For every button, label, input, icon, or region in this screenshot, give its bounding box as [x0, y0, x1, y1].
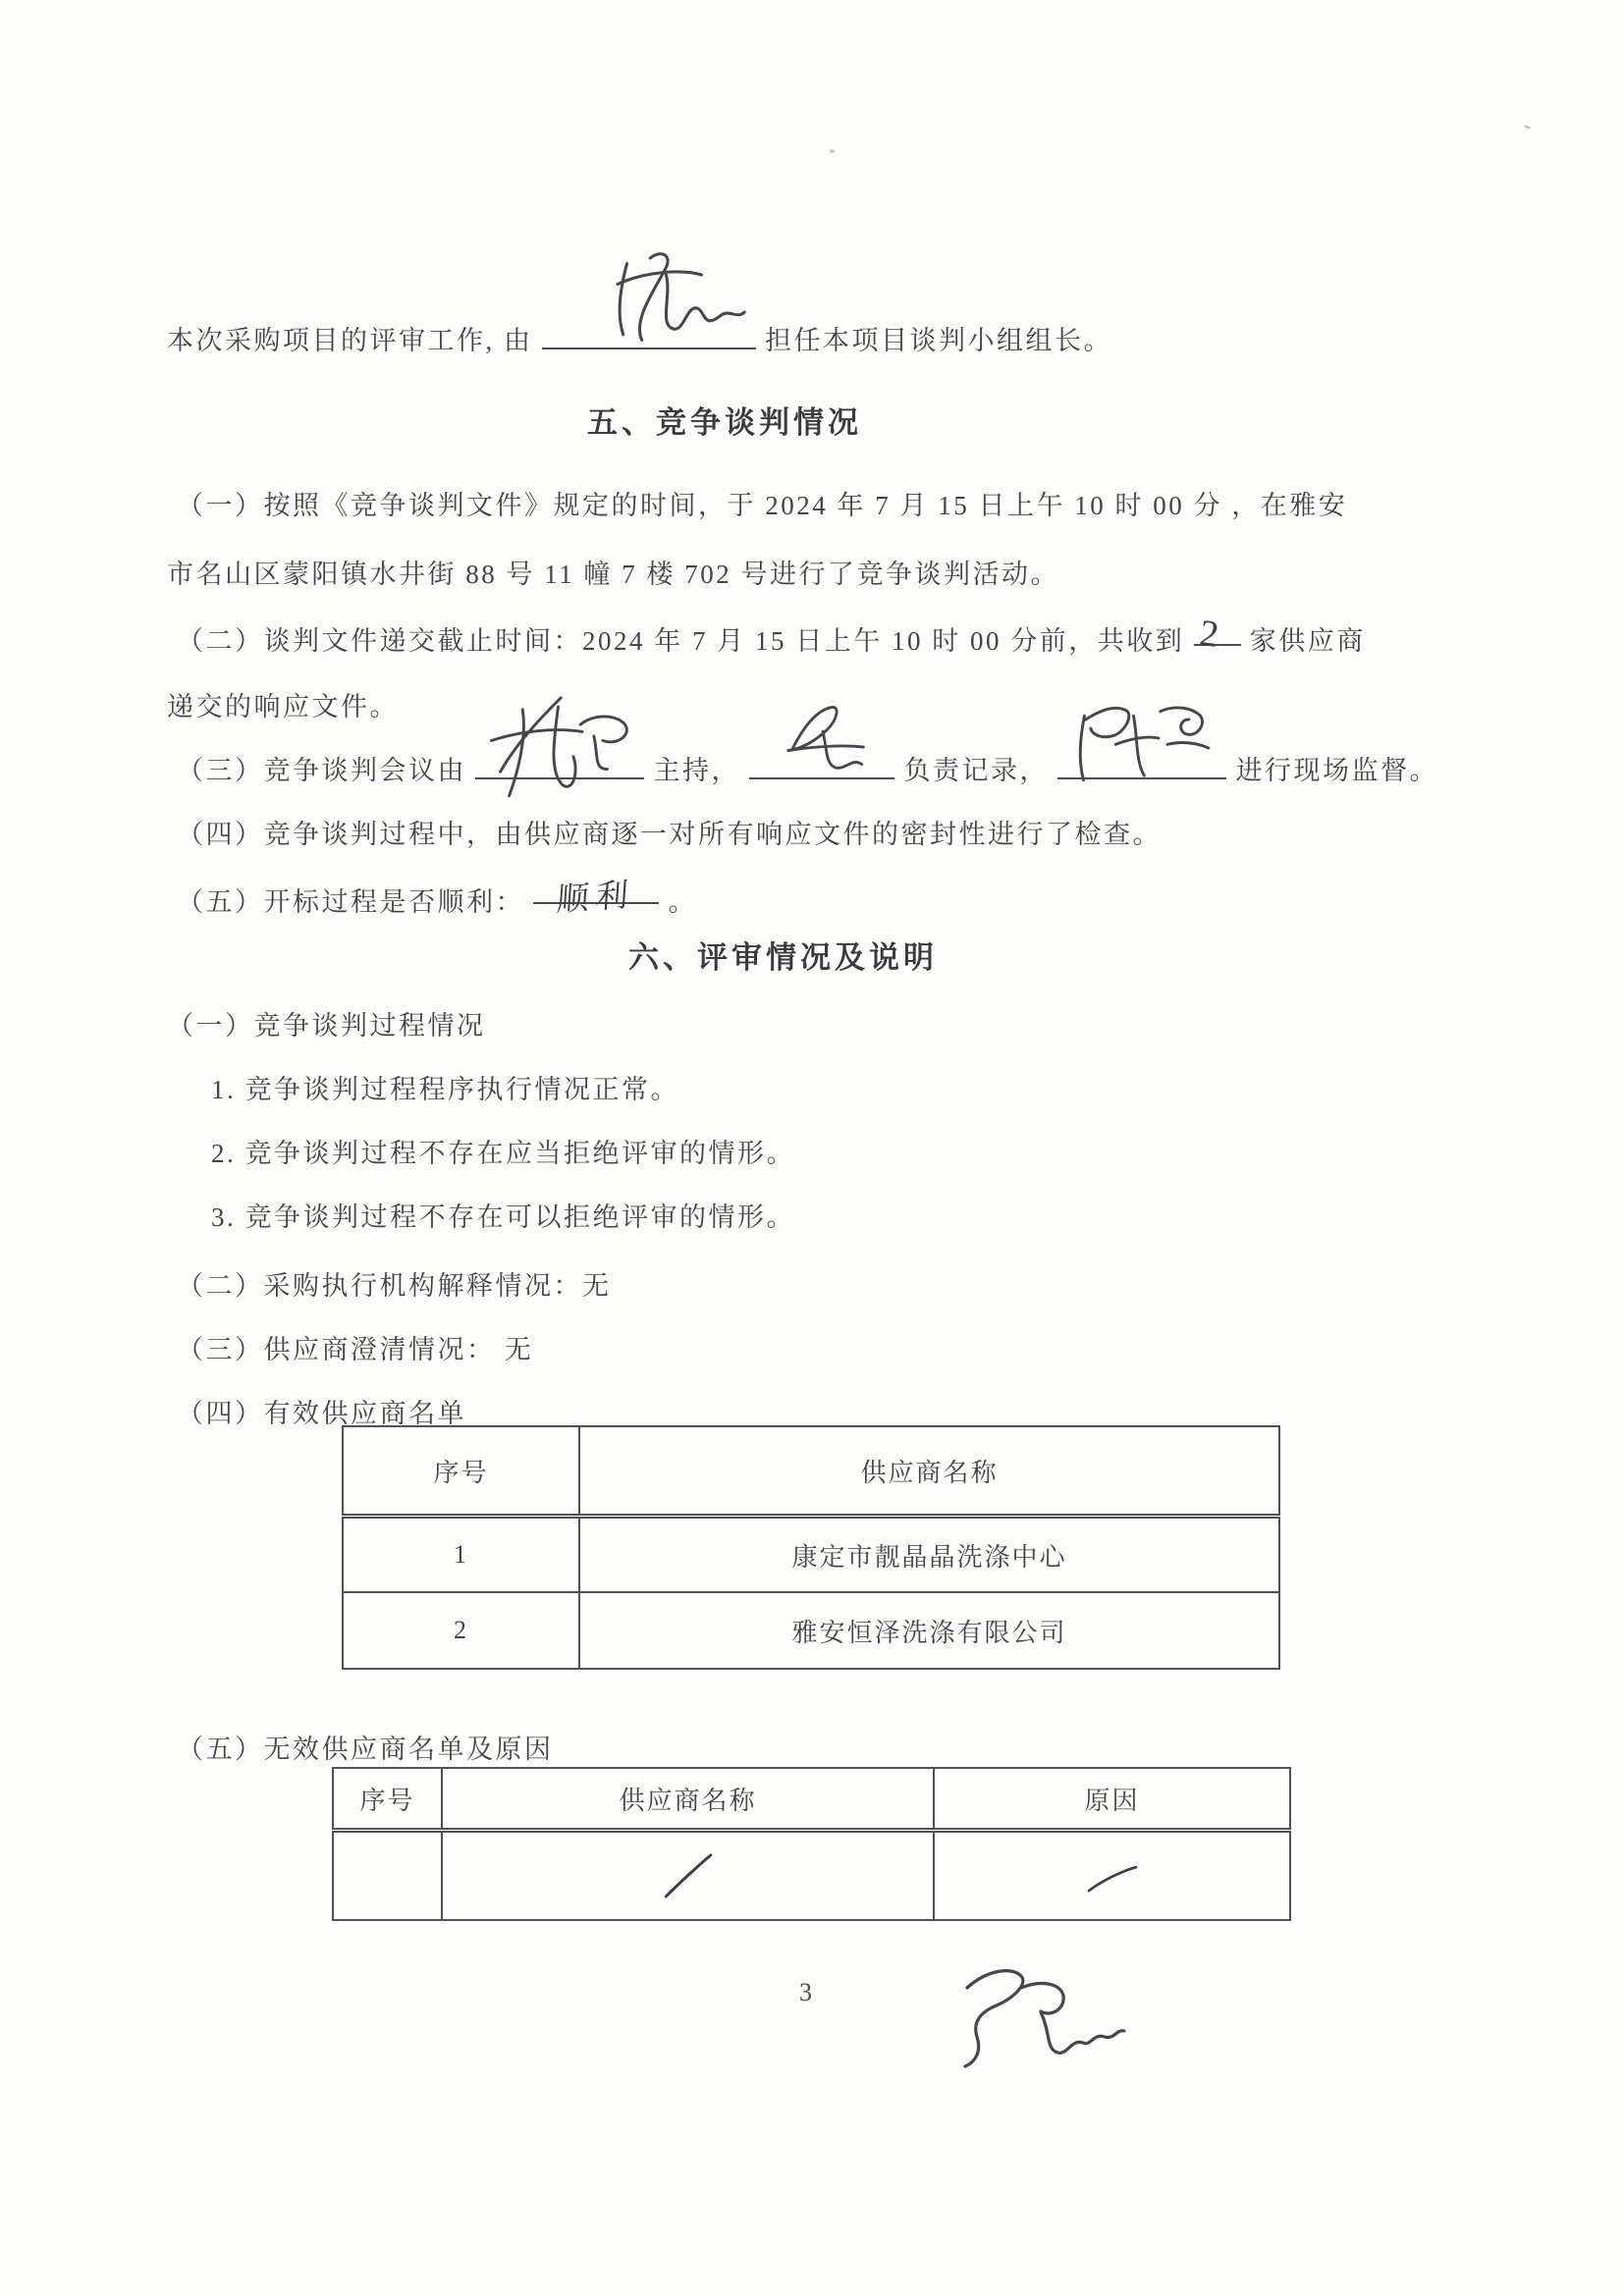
invalid-row1-no: [333, 1831, 442, 1921]
group-leader-signature-blank: [542, 320, 756, 349]
invalid-table-header-reason: 原因: [934, 1768, 1290, 1831]
intro-text-post: 担任本项目谈判小组组长。: [765, 326, 1112, 355]
scan-artifact-dot: [1524, 125, 1532, 130]
s6-sub5-title: （五）无效供应商名单及原因: [177, 1735, 554, 1764]
supplier-count-blank: [1194, 612, 1241, 657]
s6-sub1-point2: 2. 竞争谈判过程不存在应当拒绝评审的情形。: [211, 1139, 795, 1168]
scan-artifact-dot: [830, 149, 835, 153]
s5-item5-line: [177, 875, 697, 919]
invalid-row1-reason: [934, 1831, 1290, 1921]
s5-item3-text-pre: （三）竞争谈判会议由: [177, 756, 466, 785]
s5-item2-line2: 递交的响应文件。: [167, 692, 399, 721]
s6-sub1-point1: 1. 竞争谈判过程程序执行情况正常。: [211, 1075, 679, 1104]
recorder-signature-blank: [749, 750, 894, 779]
host-signature-icon: [467, 687, 649, 803]
s5-item5-text-pre: （五）开标过程是否顺利：: [177, 887, 524, 917]
s5-item2-line1: [177, 612, 1366, 658]
s6-sub3: （三）供应商澄清情况： 无: [177, 1335, 534, 1364]
s6-sub1-point3: 3. 竞争谈判过程不存在可以拒绝评审的情形。: [211, 1202, 795, 1232]
s5-item5-period: 。: [668, 887, 697, 917]
intro-line: [167, 319, 1112, 357]
s5-item1-line2: 市名山区蒙阳镇水井街 88 号 11 幢 7 楼 702 号进行了竞争谈判活动。: [167, 560, 1059, 589]
valid-table-header-name: 供应商名称: [579, 1426, 1279, 1517]
valid-row1-name: 康定市靓晶晶洗涤中心: [579, 1517, 1279, 1593]
invalid-table-header-name: 供应商名称: [442, 1768, 934, 1831]
invalid-table-header-no: 序号: [333, 1768, 442, 1831]
slash-mark-icon: [1075, 1856, 1150, 1896]
intro-text-pre: 本次采购项目的评审工作, 由: [167, 326, 533, 355]
recorder-signature-icon: [749, 697, 896, 783]
smooth-answer-blank: [533, 875, 659, 919]
table-row: [343, 1517, 1279, 1593]
valid-row2-no: 2: [343, 1592, 579, 1669]
supplier-count-handwritten: 2: [1197, 612, 1223, 657]
s5-item4-line: （四）竞争谈判过程中，由供应商逐一对所有响应文件的密封性进行了检查。: [177, 820, 1162, 849]
s5-item3-text-post: 进行现场监督。: [1235, 756, 1438, 785]
s6-sub2: （二）采购执行机构解释情况：无: [177, 1271, 612, 1301]
invalid-suppliers-table: [332, 1767, 1291, 1921]
supervisor-signature-icon: [1054, 689, 1222, 787]
table-row: [333, 1831, 1290, 1921]
table-row: [343, 1592, 1279, 1669]
smooth-answer-handwritten: 顺利: [555, 878, 637, 919]
s5-item2-text-post: 家供应商: [1249, 626, 1366, 656]
section5-heading: 五、竞争谈判情况: [587, 405, 862, 440]
s6-sub4-title: （四）有效供应商名单: [177, 1399, 466, 1428]
valid-suppliers-table: [342, 1425, 1280, 1670]
s5-item3-text-mid2: 负责记录，: [903, 756, 1049, 785]
invalid-row1-name: [442, 1831, 934, 1921]
host-signature-blank: [475, 750, 644, 779]
s5-item3-text-mid1: 主持，: [653, 756, 740, 785]
page-number: 3: [799, 1978, 812, 2006]
s5-item3-line: [177, 749, 1438, 787]
slash-mark-icon: [654, 1846, 723, 1905]
valid-row1-no: 1: [343, 1517, 579, 1593]
supervisor-signature-blank: [1057, 750, 1226, 779]
valid-row2-name: 雅安恒泽洗涤有限公司: [579, 1592, 1279, 1669]
s6-sub1-title: （一）竞争谈判过程情况: [167, 1011, 486, 1041]
valid-table-header-no: 序号: [343, 1426, 579, 1517]
section6-heading: 六、评审情况及说明: [628, 940, 938, 975]
group-leader-signature-icon: [562, 246, 748, 359]
valid-table-header-row: [343, 1426, 1279, 1517]
s5-item1-line1: （一）按照《竞争谈判文件》规定的时间，于 2024 年 7 月 15 日上午 10 时 00 分 ，在雅安: [177, 491, 1348, 520]
s5-item2-text-pre: （二）谈判文件递交截止时间：2024 年 7 月 15 日上午 10 时 00 分前，共收到: [177, 626, 1185, 656]
footer-signature-icon: [928, 1958, 1124, 2076]
invalid-table-header-row: [333, 1768, 1290, 1831]
